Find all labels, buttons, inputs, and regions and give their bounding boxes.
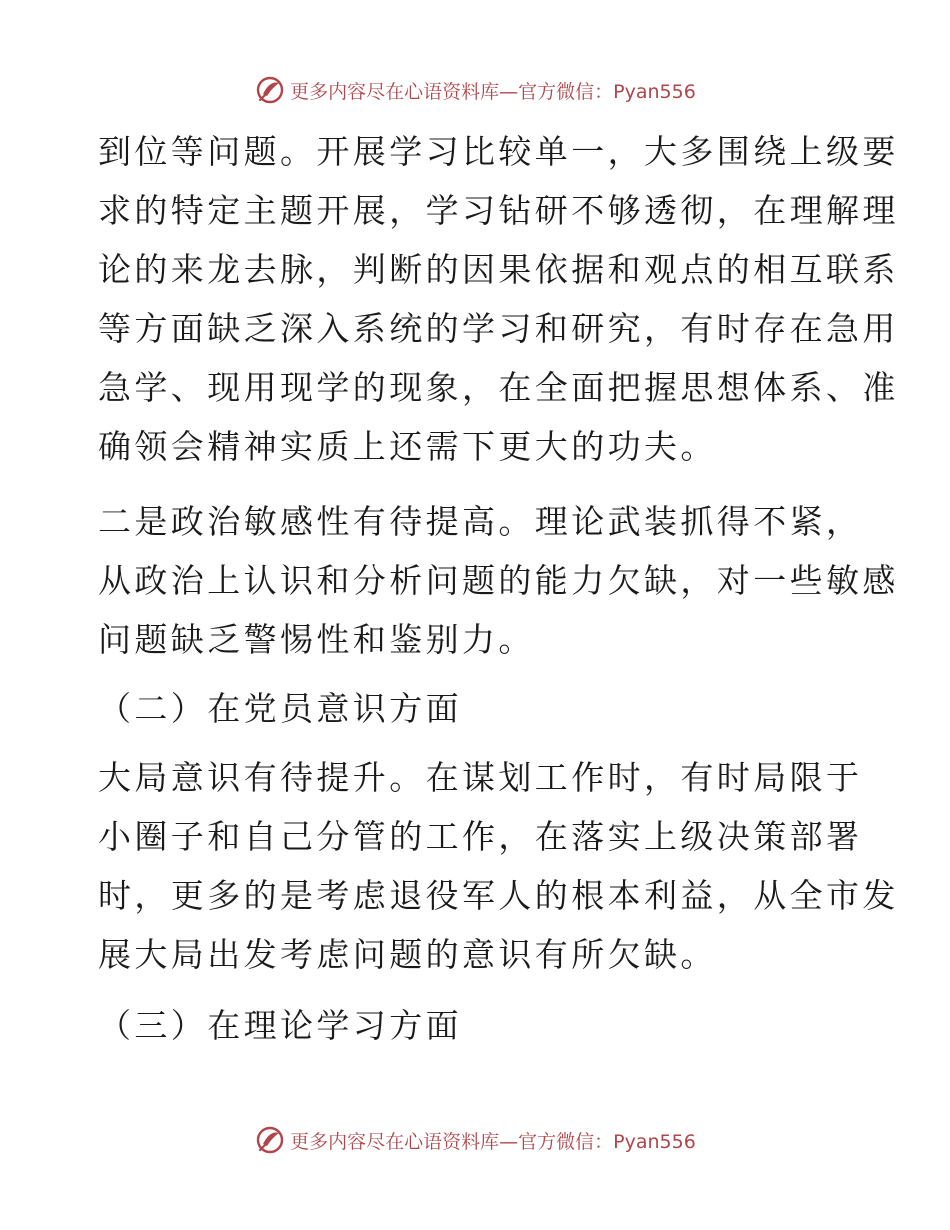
text-line: 确领会精神实质上还需下更大的功夫。 bbox=[98, 427, 717, 466]
text-line: 时，更多的是考虑退役军人的根本利益，从全市发 bbox=[98, 876, 899, 915]
paragraph bbox=[98, 748, 899, 984]
section-heading bbox=[98, 679, 858, 738]
watermark-contact: —官方微信：Pyan556 bbox=[499, 80, 696, 103]
paragraph bbox=[98, 122, 899, 476]
heading-text: （三）在理论学习方面 bbox=[98, 1006, 462, 1045]
watermark-header bbox=[0, 70, 950, 110]
text-line: 问题缺乏警惕性和鉴别力。 bbox=[98, 620, 535, 659]
text-line: 论的来龙去脉，判断的因果依据和观点的相互联系 bbox=[98, 250, 899, 289]
pen-logo-icon bbox=[254, 1124, 286, 1156]
document-body bbox=[98, 122, 899, 1055]
text-line: 二是政治敏感性有待提高。理论武装抓得不紧， bbox=[98, 502, 863, 541]
heading-text: （二）在党员意识方面 bbox=[98, 689, 462, 728]
section-heading bbox=[98, 996, 858, 1055]
text-line: 展大局出发考虑问题的意识有所欠缺。 bbox=[98, 935, 717, 974]
text-line: 求的特定主题开展，学习钻研不够透彻，在理解理 bbox=[98, 191, 899, 230]
pen-logo-icon bbox=[254, 74, 286, 106]
text-line: 小圈子和自己分管的工作，在落实上级决策部署 bbox=[98, 817, 863, 856]
watermark-footer bbox=[0, 1120, 950, 1160]
watermark-title: 更多内容尽在心语资料库 bbox=[290, 80, 500, 103]
text-line: 大局意识有待提升。在谋划工作时，有时局限于 bbox=[98, 758, 863, 797]
text-line: 从政治上认识和分析问题的能力欠缺，对一些敏感 bbox=[98, 561, 899, 600]
text-line: 急学、现用现学的现象，在全面把握思想体系、准 bbox=[98, 368, 899, 407]
text-line: 到位等问题。开展学习比较单一，大多围绕上级要 bbox=[98, 132, 899, 171]
watermark-title: 更多内容尽在心语资料库 bbox=[290, 1130, 500, 1153]
text-line: 等方面缺乏深入系统的学习和研究，有时存在急用 bbox=[98, 309, 899, 348]
paragraph bbox=[98, 492, 899, 669]
watermark-contact: —官方微信：Pyan556 bbox=[499, 1130, 696, 1153]
